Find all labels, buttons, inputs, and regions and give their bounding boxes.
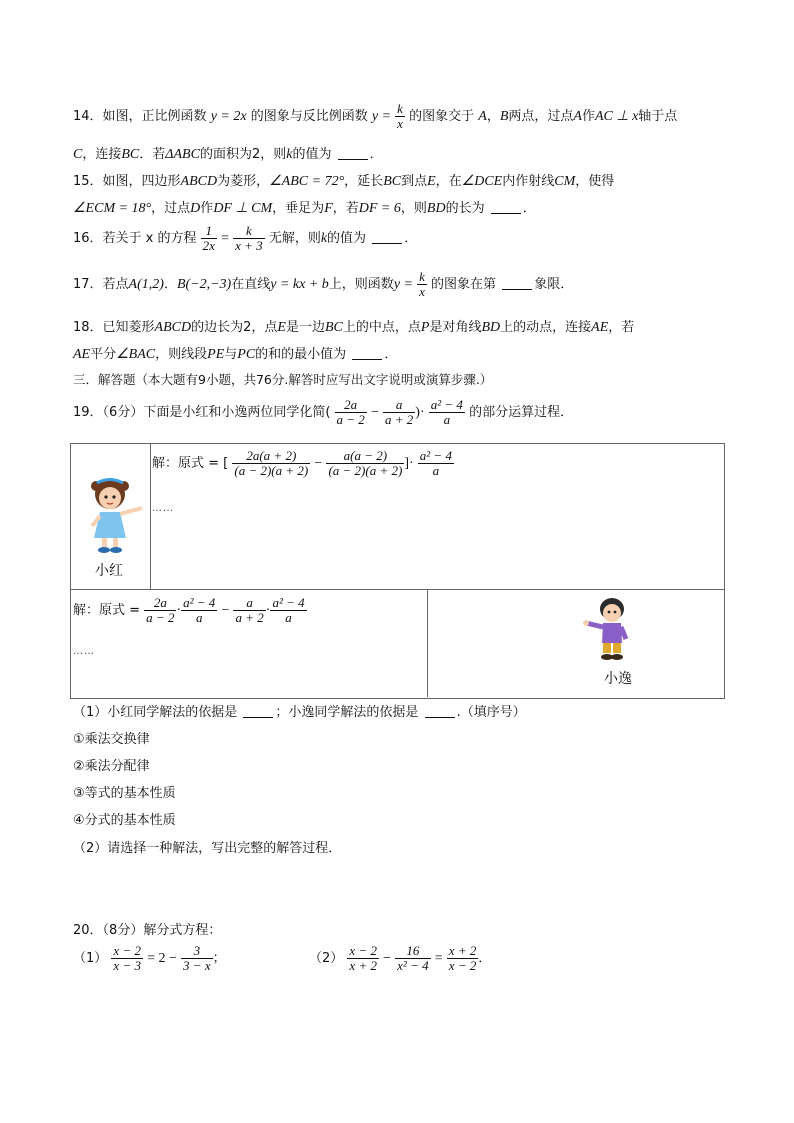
ellipsis: ……	[73, 646, 95, 657]
text: ．	[163, 277, 177, 292]
answer-blank[interactable]	[425, 716, 455, 718]
answer-blank[interactable]	[372, 242, 402, 244]
text: 16．若关于 x 的方程	[73, 231, 197, 246]
answer-blank[interactable]	[243, 716, 273, 718]
q14-line2	[73, 143, 383, 163]
math: AC ⊥ x	[594, 109, 639, 124]
text: ．	[404, 231, 418, 246]
math: P	[420, 320, 430, 335]
section-heading: 三．解答题（本大题有9小题，共76分.解答时应写出文字说明或演算步骤.）	[73, 372, 493, 387]
text: 的边长为2，点	[191, 320, 278, 335]
den: a − 2	[336, 412, 365, 427]
text: 无解，则	[268, 231, 321, 246]
yi-solution	[73, 596, 307, 625]
text: 作	[200, 201, 214, 216]
text: （2）	[309, 951, 344, 966]
text: 15．如图，四边形	[73, 174, 181, 189]
text: （1）小红同学解法的依据是	[73, 705, 238, 720]
fraction	[383, 398, 415, 427]
option-3: ③等式的基本性质	[73, 786, 176, 801]
math: ABCD	[180, 174, 218, 189]
text: 的图象与反比例函数	[250, 109, 368, 124]
math: PE	[207, 347, 225, 362]
math: BC	[121, 147, 140, 162]
text: ；小逸同学解法的依据是	[275, 705, 419, 720]
fraction	[418, 449, 454, 478]
math: A	[573, 109, 582, 124]
num: 3	[181, 944, 213, 959]
den: (a − 2)(a + 2)	[328, 463, 403, 478]
fraction	[395, 944, 430, 973]
text: 是一边	[285, 320, 325, 335]
num: k	[419, 269, 425, 284]
q19-stem	[73, 398, 573, 427]
text: ，使得	[575, 174, 615, 189]
math: y =	[393, 277, 413, 292]
text: 解：原式 = [	[152, 456, 229, 471]
num: 2a(a + 2)	[232, 449, 310, 464]
math: ∠ECM = 18°	[73, 201, 152, 216]
den: a	[285, 610, 292, 625]
student-name: 小红	[95, 563, 123, 579]
text: ，则	[400, 201, 427, 216]
math: B(−2,−3)	[176, 277, 232, 292]
text: 18．已知菱形	[73, 320, 155, 335]
text: 与	[224, 347, 238, 362]
math: BD	[481, 320, 501, 335]
den: x	[419, 284, 425, 299]
math: ·	[265, 603, 271, 618]
fraction	[181, 944, 213, 973]
text: 到点	[401, 174, 428, 189]
q18-line2	[73, 343, 397, 363]
math: y = 2x	[210, 109, 247, 124]
num: 2a	[144, 596, 176, 611]
fraction	[233, 224, 265, 253]
den: 3 − x	[183, 958, 211, 973]
table-divider	[427, 589, 428, 697]
text: ；	[212, 951, 226, 966]
text: ．	[369, 147, 383, 162]
text: ，过点	[151, 201, 191, 216]
math: y =	[371, 109, 392, 124]
text: 是对角线	[429, 320, 482, 335]
math: =	[434, 951, 443, 966]
fraction	[447, 944, 479, 973]
math: −	[314, 456, 323, 471]
num: k	[233, 224, 265, 239]
q15-line1	[73, 170, 614, 190]
fraction	[429, 398, 465, 427]
text: ，若	[332, 201, 359, 216]
math: B	[499, 109, 509, 124]
math: ·	[176, 603, 182, 618]
option-4: ④分式的基本性质	[73, 813, 176, 828]
fraction	[232, 449, 310, 478]
fraction	[335, 398, 367, 427]
text: 的值为	[327, 231, 367, 246]
text: 19．（6分）下面是小红和小逸两位同学化简(	[73, 405, 331, 420]
text: ，若	[608, 320, 635, 335]
text: ，在	[435, 174, 462, 189]
num: x + 2	[448, 943, 477, 958]
num: x − 2	[349, 943, 377, 958]
girl-avatar	[86, 474, 148, 558]
math: =	[221, 231, 229, 246]
text: 为菱形，	[217, 174, 270, 189]
num: a(a − 2)	[326, 449, 404, 464]
num: k	[397, 101, 403, 116]
text: 在直线	[231, 277, 271, 292]
text: ，连接	[82, 147, 122, 162]
den: x − 2	[448, 958, 477, 973]
q16-line	[73, 224, 417, 253]
q19-part1	[73, 701, 526, 720]
answer-blank[interactable]	[502, 288, 532, 290]
table-divider	[150, 443, 151, 589]
text: 的部分运算过程．	[469, 405, 574, 420]
den: a	[443, 412, 451, 427]
math: AE	[73, 347, 91, 362]
math: E	[427, 174, 436, 189]
text: 17．若点	[73, 277, 129, 292]
fraction	[111, 944, 143, 973]
den: a	[195, 610, 203, 625]
table-divider	[70, 589, 724, 590]
text: ，	[486, 109, 500, 124]
num: a	[233, 596, 265, 611]
text: 上的动点，连接	[500, 320, 592, 335]
text: .（填序号）	[456, 705, 526, 720]
math: y = kx + b	[270, 277, 329, 292]
num: 16	[395, 944, 430, 959]
math: ]·	[404, 456, 414, 471]
den: a	[432, 463, 440, 478]
den: x + 3	[235, 238, 263, 253]
math: A(1,2)	[128, 277, 164, 292]
text: 的图象交于	[409, 109, 475, 124]
boy-avatar	[582, 595, 634, 665]
math: −	[221, 603, 230, 618]
fraction	[270, 596, 306, 625]
text: ，延长	[344, 174, 384, 189]
text: 上，则函数	[328, 277, 394, 292]
fraction	[347, 944, 379, 973]
math: ΔABC	[165, 147, 200, 162]
num: a² − 4	[430, 397, 463, 412]
math: CM	[554, 174, 576, 189]
text: 轴于点	[638, 109, 678, 124]
num: a² − 4	[183, 595, 216, 610]
math: DF ⊥ CM	[213, 201, 273, 216]
text: 上的中点，点	[342, 320, 421, 335]
math: A	[478, 109, 487, 124]
math: BD	[426, 201, 446, 216]
fraction	[395, 102, 405, 131]
math: DF = 6	[358, 201, 401, 216]
text: 内作射线	[502, 174, 555, 189]
num: 1	[201, 224, 217, 239]
den: 2x	[202, 238, 215, 253]
num: a² − 4	[272, 595, 305, 610]
num: a² − 4	[419, 448, 452, 463]
text: ，则线段	[155, 347, 208, 362]
answer-blank[interactable]	[338, 158, 368, 160]
q19-part2: （2）请选择一种解法，写出完整的解答过程．	[73, 841, 342, 856]
num: a	[383, 398, 415, 413]
text: 的和的最小值为	[255, 347, 347, 362]
num: 2a	[335, 398, 367, 413]
text: 14．如图，正比例函数	[73, 109, 207, 124]
math: k	[320, 231, 328, 246]
fraction	[144, 596, 176, 625]
den: a + 2	[385, 412, 414, 427]
q20-eq2	[309, 944, 491, 973]
q17-line	[73, 270, 573, 299]
math: ∠DCE	[461, 174, 503, 189]
q20-title: 20．（8分）解分式方程：	[73, 923, 222, 938]
text: ．	[522, 201, 536, 216]
q15-line2	[73, 197, 536, 217]
math: BC	[383, 174, 402, 189]
text: ，垂足为	[272, 201, 325, 216]
fraction	[201, 224, 217, 253]
text: ．	[478, 951, 492, 966]
fraction	[181, 596, 217, 625]
fraction	[417, 270, 427, 299]
math: k	[286, 147, 293, 162]
option-1: ①乘法交换律	[73, 732, 150, 747]
student-name: 小逸	[604, 671, 632, 687]
den: a + 2	[235, 610, 264, 625]
math: D	[190, 201, 201, 216]
text: 的图象在第	[431, 277, 497, 292]
math: −	[370, 405, 379, 420]
hong-solution	[152, 449, 454, 478]
text: 象限．	[534, 277, 574, 292]
math: BC	[324, 320, 343, 335]
math: = 2 −	[147, 951, 177, 966]
math: ∠BAC	[116, 347, 156, 362]
q14-line1	[73, 102, 677, 131]
num: x − 2	[113, 943, 141, 958]
q20-eq1	[73, 944, 226, 973]
math: −	[383, 951, 392, 966]
q18-line1	[73, 316, 634, 336]
math: F	[324, 201, 333, 216]
text: 的长为	[445, 201, 485, 216]
math: )·	[415, 405, 425, 420]
math: ∠ABC = 72°	[269, 174, 345, 189]
math: E	[277, 320, 286, 335]
den: x² − 4	[397, 958, 429, 973]
den: x − 3	[113, 958, 141, 973]
text: ．若	[139, 147, 166, 162]
den: (a − 2)(a + 2)	[234, 463, 309, 478]
ellipsis: ……	[152, 503, 174, 514]
text: ．	[384, 347, 398, 362]
text: 平分	[90, 347, 117, 362]
math: AE	[591, 320, 609, 335]
option-2: ②乘法分配律	[73, 759, 150, 774]
text: 的值为	[292, 147, 332, 162]
answer-blank[interactable]	[491, 212, 521, 214]
math: PC	[237, 347, 256, 362]
den: x	[397, 116, 403, 131]
math: ABCD	[154, 320, 192, 335]
fraction	[233, 596, 265, 625]
text: 的面积为2，则	[199, 147, 287, 162]
text: （1）	[73, 951, 108, 966]
text: 解：原式 =	[73, 603, 141, 618]
answer-blank[interactable]	[352, 358, 382, 360]
den: a − 2	[146, 610, 175, 625]
math: C	[73, 147, 83, 162]
den: x + 2	[349, 958, 377, 973]
text: 作	[581, 109, 595, 124]
text: 两点，过点	[508, 109, 574, 124]
fraction	[326, 449, 404, 478]
